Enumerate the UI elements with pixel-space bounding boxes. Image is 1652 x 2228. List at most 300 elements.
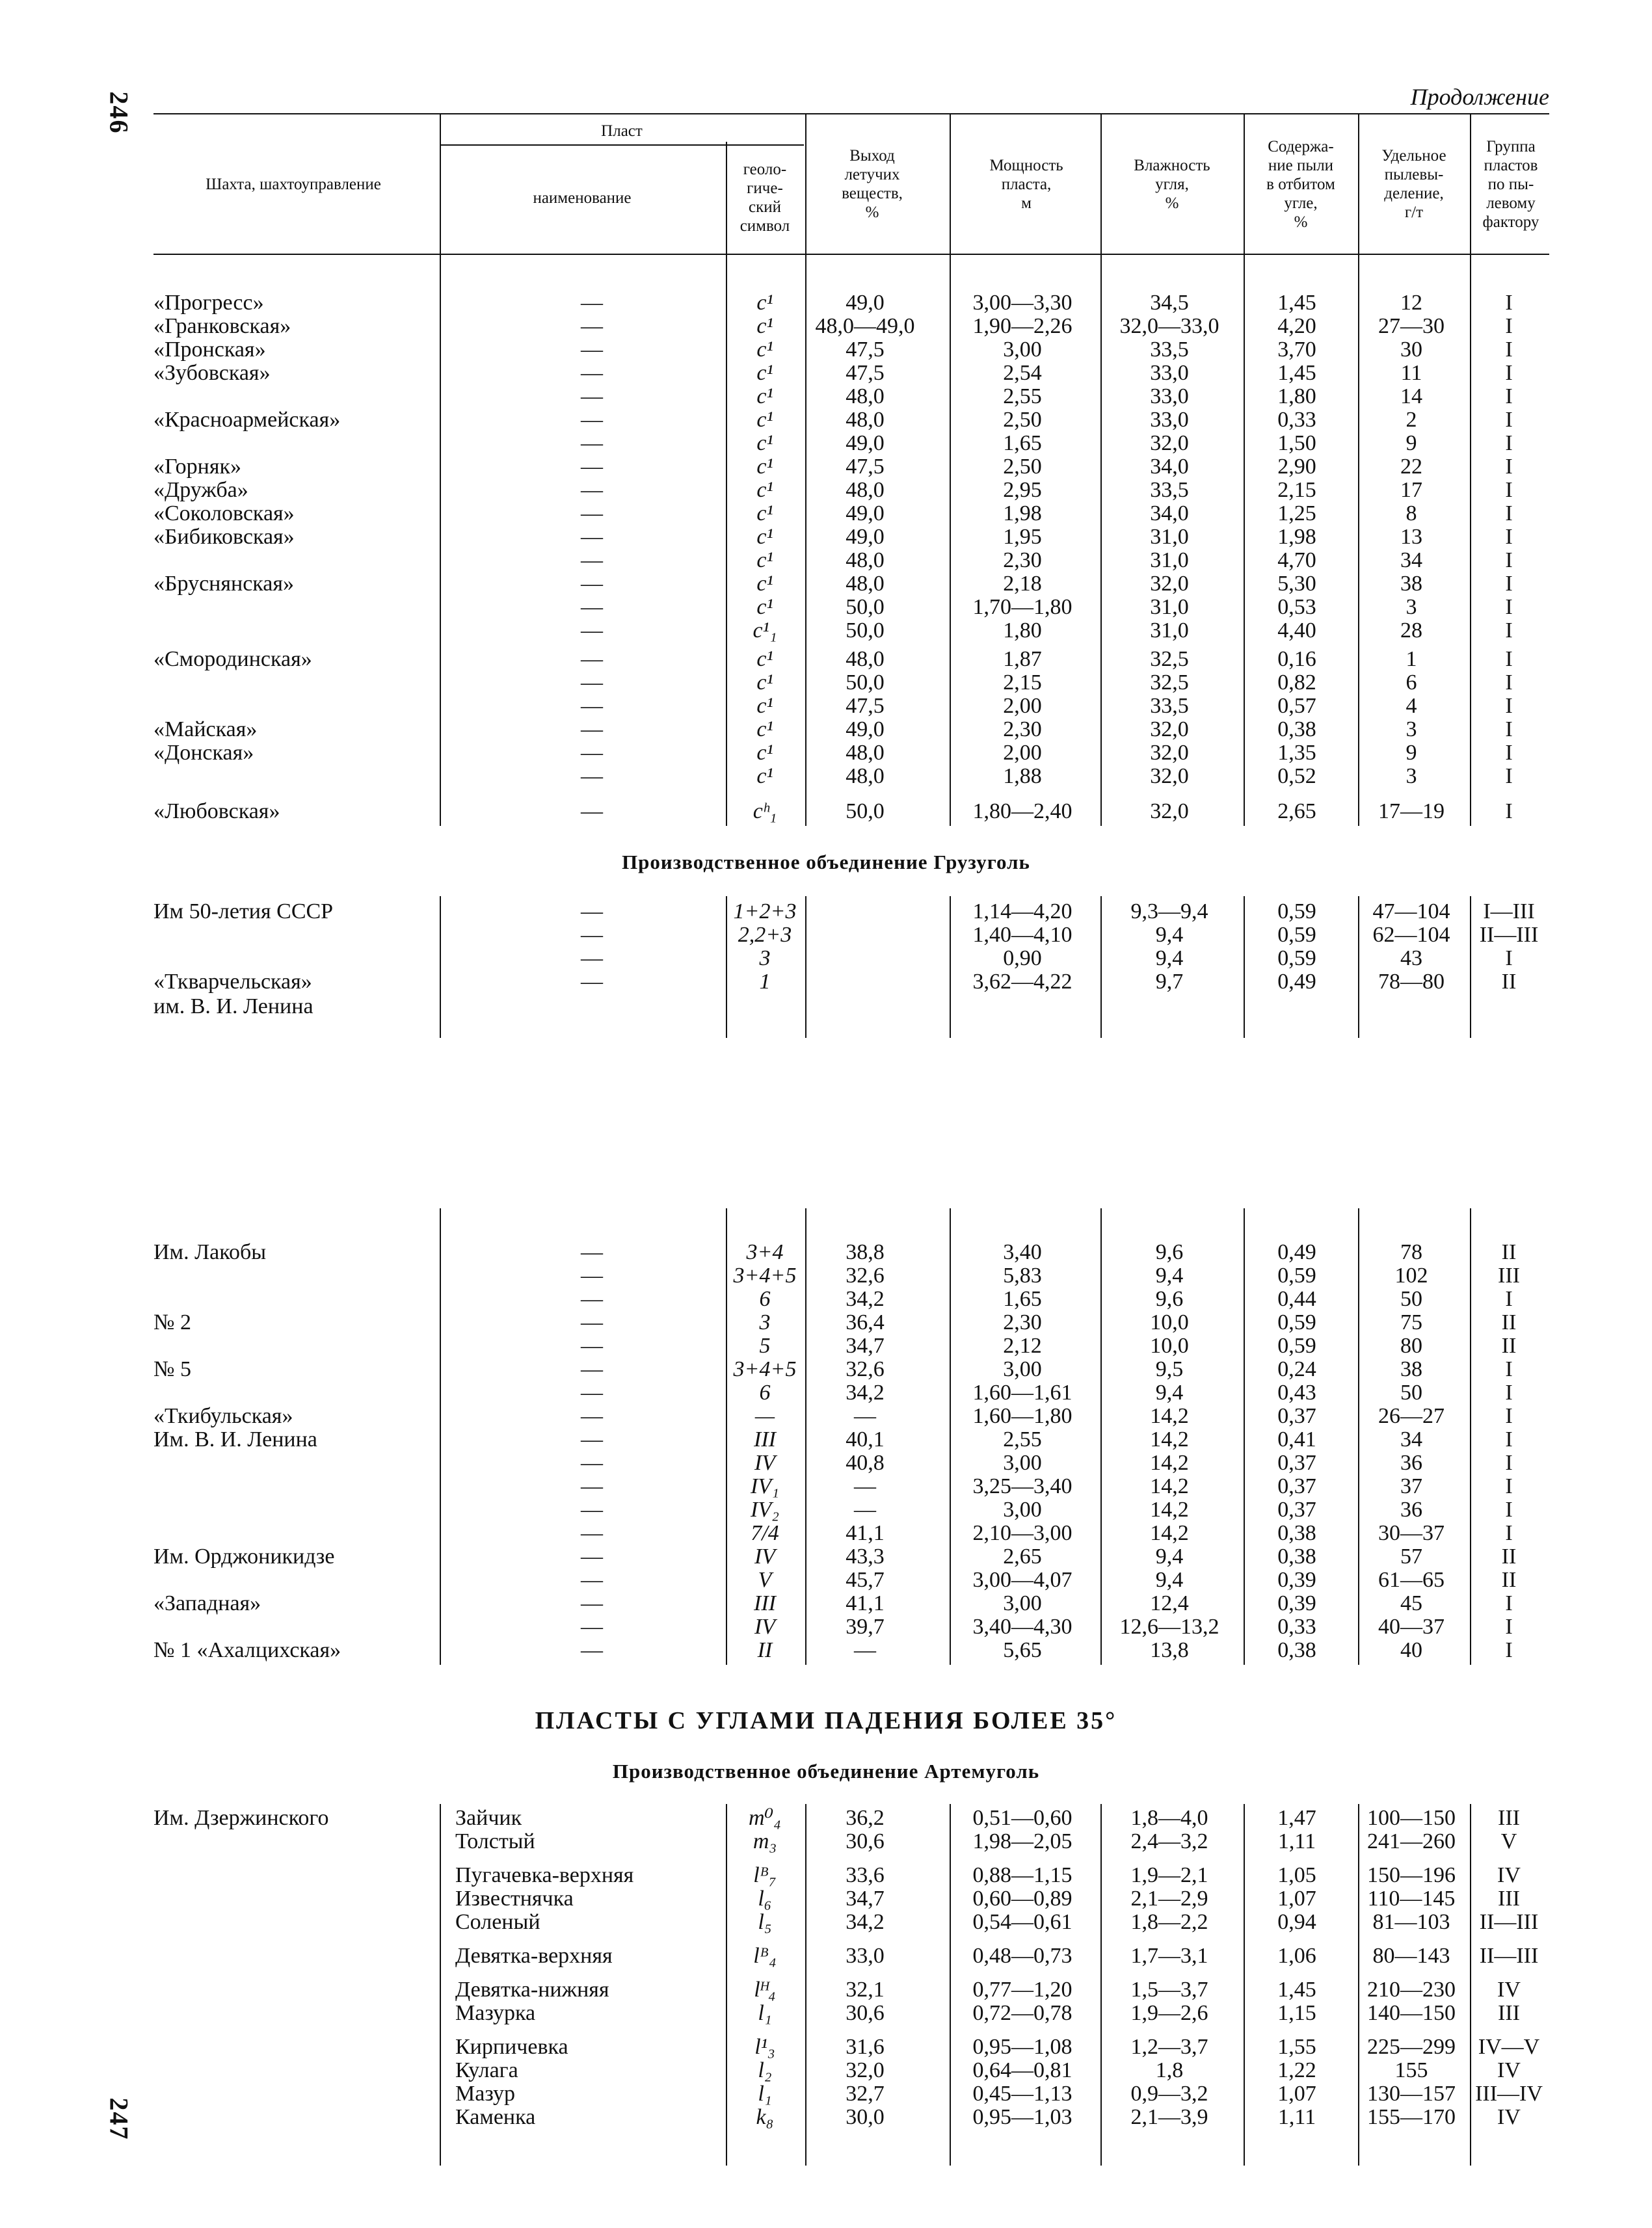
cell-moisture: 31,0: [1150, 618, 1189, 643]
cell-dust-content: 1,45: [1277, 291, 1316, 315]
cell-dust-emission: 75: [1400, 1310, 1422, 1334]
cell-geo-symbol: c¹: [756, 361, 773, 385]
cell-group: IV: [1497, 1978, 1521, 2002]
cell-volatile: 47,5: [846, 361, 885, 385]
cell-thickness: 3,40: [1003, 1240, 1042, 1264]
cell-dust-content: 0,53: [1277, 595, 1316, 619]
cell-dust-emission: 13: [1400, 525, 1422, 549]
cell-volatile: 47,5: [846, 338, 885, 362]
cell-group: I: [1505, 361, 1513, 385]
cell-volatile: 41,1: [846, 1591, 885, 1615]
cell-volatile: 33,6: [846, 1863, 885, 1887]
cell-thickness: 5,65: [1003, 1638, 1042, 1662]
cell-geo-symbol: 3+4+5: [733, 1264, 797, 1288]
cell-thickness: 1,80: [1003, 618, 1042, 643]
cell-geo-symbol: IV: [754, 1451, 776, 1475]
cell-geo-symbol: m₃: [753, 1829, 777, 1853]
cell-thickness: 2,50: [1003, 455, 1042, 479]
cell-volatile: 34,2: [846, 1287, 885, 1311]
cell-seam-name: —: [581, 1427, 603, 1452]
cell-dust-emission: 155—170: [1367, 2105, 1456, 2129]
cell-moisture: 1,9—2,1: [1130, 1863, 1208, 1887]
cell-seam-name: —: [581, 1240, 603, 1264]
table-row: [0, 315, 1652, 338]
cell-group: I: [1505, 1451, 1513, 1475]
cell-volatile: 48,0: [846, 408, 885, 432]
cell-group: I: [1505, 548, 1513, 572]
cell-group: I: [1505, 525, 1513, 549]
cell-geo-symbol: III: [754, 1427, 776, 1452]
table-row: [0, 1334, 1652, 1358]
cell-geo-symbol: 3+4+5: [733, 1357, 797, 1381]
header-volatile: Выход летучих веществ, %: [842, 147, 903, 221]
cell-thickness: 1,87: [1003, 647, 1042, 671]
cell-group: I: [1505, 764, 1513, 788]
cell-dust-emission: 36: [1400, 1451, 1422, 1475]
cell-dust-emission: 4: [1406, 694, 1417, 718]
cell-group: II: [1501, 1545, 1517, 1569]
cell-dust-emission: 30: [1400, 338, 1422, 362]
cell-dust-content: 2,90: [1277, 455, 1316, 479]
cell-group: I: [1505, 314, 1513, 338]
cell-moisture: 9,4: [1155, 1568, 1184, 1592]
cell-mine: Им. Лакобы: [153, 1240, 267, 1264]
cell-volatile: 30,6: [846, 1829, 885, 1853]
cell-thickness: 2,10—3,00: [972, 1521, 1072, 1545]
cell-dust-emission: 100—150: [1367, 1806, 1456, 1830]
cell-thickness: 2,55: [1003, 1427, 1042, 1452]
table-row: [0, 549, 1652, 572]
cell-dust-emission: 102: [1394, 1264, 1428, 1288]
table-row: [0, 432, 1652, 455]
page-number-top: 246: [104, 91, 134, 135]
cell-dust-emission: 28: [1400, 618, 1422, 643]
cell-group: I: [1505, 799, 1513, 823]
cell-moisture: 2,1—2,9: [1130, 1887, 1208, 1911]
cell-seam-name: —: [581, 572, 603, 596]
table-row: [0, 1545, 1652, 1569]
cell-thickness: 1,65: [1003, 431, 1042, 455]
cell-thickness: 2,15: [1003, 670, 1042, 695]
cell-thickness: 1,40—4,10: [972, 923, 1072, 947]
cell-moisture: 9,6: [1155, 1240, 1184, 1264]
cell-moisture: 33,0: [1150, 384, 1189, 408]
cell-volatile: —: [854, 1498, 876, 1522]
cell-geo-symbol: lᴴ₄: [754, 1978, 776, 2002]
cell-dust-emission: 80: [1400, 1334, 1422, 1358]
cell-dust-content: 0,49: [1277, 1240, 1316, 1264]
continuation-label: Продолжение: [1410, 84, 1549, 110]
table-row: [0, 923, 1652, 947]
cell-moisture: 0,9—3,2: [1130, 2082, 1208, 2106]
cell-volatile: 40,8: [846, 1451, 885, 1475]
header-moisture: Влажность угля, %: [1134, 156, 1210, 212]
header-seam-name: наименование: [533, 189, 632, 207]
cell-geo-symbol: 7/4: [751, 1521, 779, 1545]
cell-seam-name: —: [581, 1310, 603, 1334]
cell-mine: № 2: [153, 1310, 191, 1334]
cell-volatile: 49,0: [846, 717, 885, 741]
cell-thickness: 0,90: [1003, 946, 1042, 970]
cell-group: III: [1498, 1887, 1520, 1911]
cell-mine: Им 50-летия СССР: [153, 899, 334, 923]
cell-dust-content: 1,11: [1277, 1829, 1316, 1853]
cell-dust-content: 1,25: [1277, 501, 1316, 525]
cell-volatile: 50,0: [846, 595, 885, 619]
cell-volatile: 49,0: [846, 291, 885, 315]
cell-seam-name: Кирпичевка: [455, 2035, 568, 2059]
cell-group: I: [1505, 1404, 1513, 1428]
cell-mine: № 5: [153, 1357, 191, 1381]
table-row: [0, 1288, 1652, 1311]
cell-geo-symbol: 3: [759, 1310, 771, 1334]
cell-moisture: 14,2: [1150, 1474, 1189, 1498]
cell-dust-emission: 1: [1406, 647, 1417, 671]
cell-geo-symbol: c¹: [756, 670, 773, 695]
table-row: [0, 385, 1652, 408]
cell-dust-emission: 110—145: [1367, 1887, 1456, 1911]
cell-thickness: 1,14—4,20: [972, 899, 1072, 923]
cell-seam-name: —: [581, 501, 603, 525]
cell-geo-symbol: c¹: [756, 764, 773, 788]
table-row: [0, 2106, 1652, 2129]
table-row: [0, 1311, 1652, 1334]
cell-seam-name: —: [581, 1638, 603, 1662]
cell-moisture: 12,4: [1150, 1591, 1189, 1615]
cell-thickness: 0,54—0,61: [972, 1910, 1072, 1934]
cell-dust-emission: 3: [1406, 764, 1417, 788]
cell-seam-name: —: [581, 595, 603, 619]
cell-moisture: 1,8—2,2: [1130, 1910, 1208, 1934]
cell-group: II—III: [1479, 923, 1539, 947]
table-row: [0, 718, 1652, 741]
cell-thickness: 0,45—1,13: [972, 2082, 1072, 2106]
cell-dust-emission: 130—157: [1367, 2082, 1456, 2106]
cell-dust-emission: 140—150: [1367, 2001, 1456, 2025]
cell-thickness: 3,00: [1003, 338, 1042, 362]
cell-thickness: 1,70—1,80: [972, 595, 1072, 619]
cell-group: II—III: [1479, 1944, 1539, 1968]
cell-geo-symbol: II: [757, 1638, 773, 1662]
cell-group: I: [1505, 618, 1513, 643]
cell-moisture: 32,5: [1150, 670, 1189, 695]
cell-seam-name: —: [581, 478, 603, 502]
cell-moisture: 31,0: [1150, 595, 1189, 619]
cell-group: I: [1505, 501, 1513, 525]
table-row: [0, 479, 1652, 502]
cell-mine: «Горняк»: [153, 455, 242, 479]
cell-volatile: 41,1: [846, 1521, 885, 1545]
cell-dust-content: 0,41: [1277, 1427, 1316, 1452]
cell-thickness: 0,48—0,73: [972, 1944, 1072, 1968]
cell-dust-emission: 40—37: [1378, 1615, 1445, 1639]
cell-dust-emission: 2: [1406, 408, 1417, 432]
table-row: [0, 362, 1652, 385]
cell-volatile: 49,0: [846, 525, 885, 549]
cell-mine: «Дружба»: [153, 478, 248, 502]
cell-seam-name: —: [581, 694, 603, 718]
cell-moisture: 34,5: [1150, 291, 1189, 315]
cell-mine: «Любовская»: [153, 799, 280, 823]
cell-mine: «Красноармейская»: [153, 408, 341, 432]
cell-volatile: 32,1: [846, 1978, 885, 2002]
cell-dust-emission: 11: [1400, 361, 1422, 385]
table-row: [0, 502, 1652, 525]
cell-volatile: 49,0: [846, 501, 885, 525]
cell-seam-name: —: [581, 741, 603, 765]
cell-dust-content: 5,30: [1277, 572, 1316, 596]
cell-group: I: [1505, 338, 1513, 362]
cell-thickness: 1,80—2,40: [972, 799, 1072, 823]
cell-moisture: 1,2—3,7: [1130, 2035, 1208, 2059]
cell-moisture: 32,0: [1150, 799, 1189, 823]
cell-dust-content: 4,70: [1277, 548, 1316, 572]
table-row: [0, 1452, 1652, 1475]
cell-seam-name: —: [581, 1287, 603, 1311]
cell-volatile: 48,0—49,0: [815, 314, 915, 338]
header-seam-group: Пласт: [440, 114, 804, 146]
cell-dust-content: 1,45: [1277, 361, 1316, 385]
cell-seam-name: —: [581, 799, 603, 823]
cell-mine: «Донская»: [153, 741, 254, 765]
cell-seam-name: —: [581, 1334, 603, 1358]
cell-geo-symbol: 2,2+3: [738, 923, 792, 947]
cell-moisture: 9,4: [1155, 946, 1184, 970]
cell-dust-emission: 22: [1400, 455, 1422, 479]
cell-mine: Им. Дзержинского: [153, 1806, 329, 1830]
cell-dust-emission: 34: [1400, 548, 1422, 572]
cell-moisture: 32,0: [1150, 431, 1189, 455]
section-4-heading: ПЛАСТЫ С УГЛАМИ ПАДЕНИЯ БОЛЕЕ 35°: [535, 1707, 1117, 1734]
table-row: [0, 648, 1652, 671]
cell-group: I: [1505, 670, 1513, 695]
cell-dust-content: 1,45: [1277, 1978, 1316, 2002]
cell-seam-name: —: [581, 923, 603, 947]
cell-thickness: 3,00—3,30: [972, 291, 1072, 315]
cell-geo-symbol: c¹: [756, 595, 773, 619]
cell-volatile: 32,7: [846, 2082, 885, 2106]
cell-geo-symbol: V: [758, 1568, 772, 1592]
cell-dust-emission: 61—65: [1378, 1568, 1445, 1592]
cell-seam-name: —: [581, 384, 603, 408]
cell-thickness: 0,72—0,78: [972, 2001, 1072, 2025]
cell-moisture: 9,7: [1155, 970, 1184, 994]
table-row: [0, 1381, 1652, 1405]
header-dust-content: Содержа- ние пыли в отбитом угле, %: [1266, 137, 1335, 231]
cell-volatile: 32,6: [846, 1357, 885, 1381]
cell-thickness: 2,65: [1003, 1545, 1042, 1569]
cell-dust-content: 0,82: [1277, 670, 1316, 695]
cell-dust-content: 1,98: [1277, 525, 1316, 549]
cell-geo-symbol: c¹: [756, 455, 773, 479]
cell-mine: «Зубовская»: [153, 361, 271, 385]
cell-geo-symbol: 3+4: [746, 1240, 784, 1264]
cell-dust-emission: 12: [1400, 291, 1422, 315]
cell-seam-name: Зайчик: [455, 1806, 522, 1830]
cell-group: IV: [1497, 2058, 1521, 2082]
cell-volatile: 43,3: [846, 1545, 885, 1569]
cell-moisture: 14,2: [1150, 1427, 1189, 1452]
cell-dust-emission: 47—104: [1372, 899, 1450, 923]
cell-dust-emission: 43: [1400, 946, 1422, 970]
cell-group: I: [1505, 647, 1513, 671]
cell-moisture: 31,0: [1150, 525, 1189, 549]
cell-dust-emission: 37: [1400, 1474, 1422, 1498]
cell-dust-content: 0,38: [1277, 1521, 1316, 1545]
cell-dust-emission: 17: [1400, 478, 1422, 502]
cell-thickness: 0,77—1,20: [972, 1978, 1072, 2002]
table-row: [0, 1978, 1652, 2002]
cell-moisture: 9,4: [1155, 1545, 1184, 1569]
cell-group: IV: [1497, 2105, 1521, 2129]
cell-geo-symbol: c¹: [756, 338, 773, 362]
cell-moisture: 1,9—2,6: [1130, 2001, 1208, 2025]
cell-geo-symbol: c¹: [756, 741, 773, 765]
cell-moisture: 13,8: [1150, 1638, 1189, 1662]
cell-group: I: [1505, 384, 1513, 408]
cell-geo-symbol: 6: [759, 1381, 771, 1405]
cell-thickness: 0,51—0,60: [972, 1806, 1072, 1830]
cell-geo-symbol: IV: [754, 1545, 776, 1569]
cell-seam-name: —: [581, 764, 603, 788]
cell-dust-emission: 155: [1394, 2058, 1428, 2082]
cell-volatile: 34,7: [846, 1887, 885, 1911]
cell-dust-emission: 9: [1406, 741, 1417, 765]
table-row: [0, 970, 1652, 994]
cell-thickness: 1,60—1,61: [972, 1381, 1072, 1405]
cell-thickness: 1,90—2,26: [972, 314, 1072, 338]
cell-volatile: 47,5: [846, 455, 885, 479]
cell-volatile: 30,0: [846, 2105, 885, 2129]
cell-geo-symbol: c¹: [756, 408, 773, 432]
table-row: [0, 1807, 1652, 1830]
cell-dust-content: 0,49: [1277, 970, 1316, 994]
cell-volatile: 31,6: [846, 2035, 885, 2059]
cell-volatile: 47,5: [846, 694, 885, 718]
cell-geo-symbol: c¹: [756, 314, 773, 338]
cell-dust-emission: 27—30: [1378, 314, 1445, 338]
section-2-title: Производственное объединение Грузуголь: [622, 851, 1030, 873]
cell-group: I: [1505, 741, 1513, 765]
table-row: [0, 619, 1652, 643]
cell-thickness: 3,00—4,07: [972, 1568, 1072, 1592]
cell-dust-content: 0,94: [1277, 1910, 1316, 1934]
cell-geo-symbol: c¹: [756, 384, 773, 408]
cell-geo-symbol: c¹: [756, 572, 773, 596]
cell-geo-symbol: 1+2+3: [733, 899, 797, 923]
cell-thickness: 0,64—0,81: [972, 2058, 1072, 2082]
cell-geo-symbol: lᴮ₇: [753, 1863, 777, 1887]
table-row: [0, 455, 1652, 479]
cell-dust-emission: 3: [1406, 717, 1417, 741]
cell-seam-name: —: [581, 1615, 603, 1639]
cell-seam-name: —: [581, 899, 603, 923]
cell-thickness: 2,50: [1003, 408, 1042, 432]
cell-dust-content: 1,47: [1277, 1806, 1316, 1830]
cell-moisture: 9,6: [1155, 1287, 1184, 1311]
cell-dust-emission: 3: [1406, 595, 1417, 619]
cell-seam-name: —: [581, 1474, 603, 1498]
cell-moisture: 33,5: [1150, 478, 1189, 502]
cell-seam-name: —: [581, 1357, 603, 1381]
cell-group: I: [1505, 1427, 1513, 1452]
cell-volatile: 36,2: [846, 1806, 885, 1830]
cell-group: I: [1505, 572, 1513, 596]
cell-dust-emission: 34: [1400, 1427, 1422, 1452]
cell-volatile: —: [854, 1404, 876, 1428]
cell-volatile: 30,6: [846, 2001, 885, 2025]
cell-dust-emission: 40: [1400, 1638, 1422, 1662]
cell-geo-symbol: IV₂: [751, 1498, 779, 1522]
cell-thickness: 3,62—4,22: [972, 970, 1072, 994]
cell-thickness: 3,00: [1003, 1357, 1042, 1381]
cell-group: V: [1500, 1829, 1517, 1853]
cell-group: I: [1505, 1521, 1513, 1545]
cell-geo-symbol: 5: [759, 1334, 771, 1358]
cell-seam-name: Мазурка: [455, 2001, 536, 2025]
table-row: [0, 572, 1652, 596]
cell-group: I: [1505, 1381, 1513, 1405]
cell-group: II: [1501, 1310, 1517, 1334]
header-group: Группа пластов по пы- левому фактору: [1482, 137, 1539, 231]
cell-thickness: 0,88—1,15: [972, 1863, 1072, 1887]
cell-thickness: 1,65: [1003, 1287, 1042, 1311]
cell-group: I: [1505, 1357, 1513, 1381]
table-row: [0, 1639, 1652, 1662]
cell-dust-content: 0,59: [1277, 1310, 1316, 1334]
cell-moisture: 9,5: [1155, 1357, 1184, 1381]
cell-dust-emission: 38: [1400, 572, 1422, 596]
cell-group: I: [1505, 946, 1513, 970]
cell-thickness: 2,00: [1003, 741, 1042, 765]
cell-dust-emission: 80—143: [1372, 1944, 1450, 1968]
cell-dust-content: 1,55: [1277, 2035, 1316, 2059]
table-row: [0, 1405, 1652, 1428]
cell-group: I: [1505, 595, 1513, 619]
cell-group: I—III: [1483, 899, 1535, 923]
cell-moisture: 32,0: [1150, 717, 1189, 741]
cell-dust-content: 0,33: [1277, 408, 1316, 432]
cell-geo-symbol: 1: [759, 970, 771, 994]
table-row: [0, 900, 1652, 923]
cell-moisture: 9,3—9,4: [1130, 899, 1208, 923]
cell-thickness: 1,95: [1003, 525, 1042, 549]
cell-moisture: 1,7—3,1: [1130, 1944, 1208, 1968]
cell-group: III: [1498, 2001, 1520, 2025]
cell-mine: Им. Орджоникидзе: [153, 1545, 335, 1569]
cell-dust-content: 1,07: [1277, 1887, 1316, 1911]
cell-thickness: 5,83: [1003, 1264, 1042, 1288]
cell-thickness: 3,00: [1003, 1498, 1042, 1522]
cell-geo-symbol: c¹: [756, 548, 773, 572]
cell-dust-content: 0,59: [1277, 1334, 1316, 1358]
cell-moisture: 31,0: [1150, 548, 1189, 572]
table-row: [0, 1358, 1652, 1381]
cell-moisture: 10,0: [1150, 1310, 1189, 1334]
cell-dust-content: 0,59: [1277, 923, 1316, 947]
cell-volatile: 32,0: [846, 2058, 885, 2082]
cell-thickness: 0,95—1,08: [972, 2035, 1072, 2059]
table-row: [0, 596, 1652, 619]
cell-thickness: 2,30: [1003, 1310, 1042, 1334]
cell-dust-content: 0,16: [1277, 647, 1316, 671]
table-row: [0, 291, 1652, 315]
cell-geo-symbol: c¹: [756, 717, 773, 741]
cell-seam-name: Девятка-нижняя: [455, 1978, 609, 2002]
cell-moisture: 10,0: [1150, 1334, 1189, 1358]
cell-seam-name: Мазур: [455, 2082, 516, 2106]
cell-group: I: [1505, 1615, 1513, 1639]
